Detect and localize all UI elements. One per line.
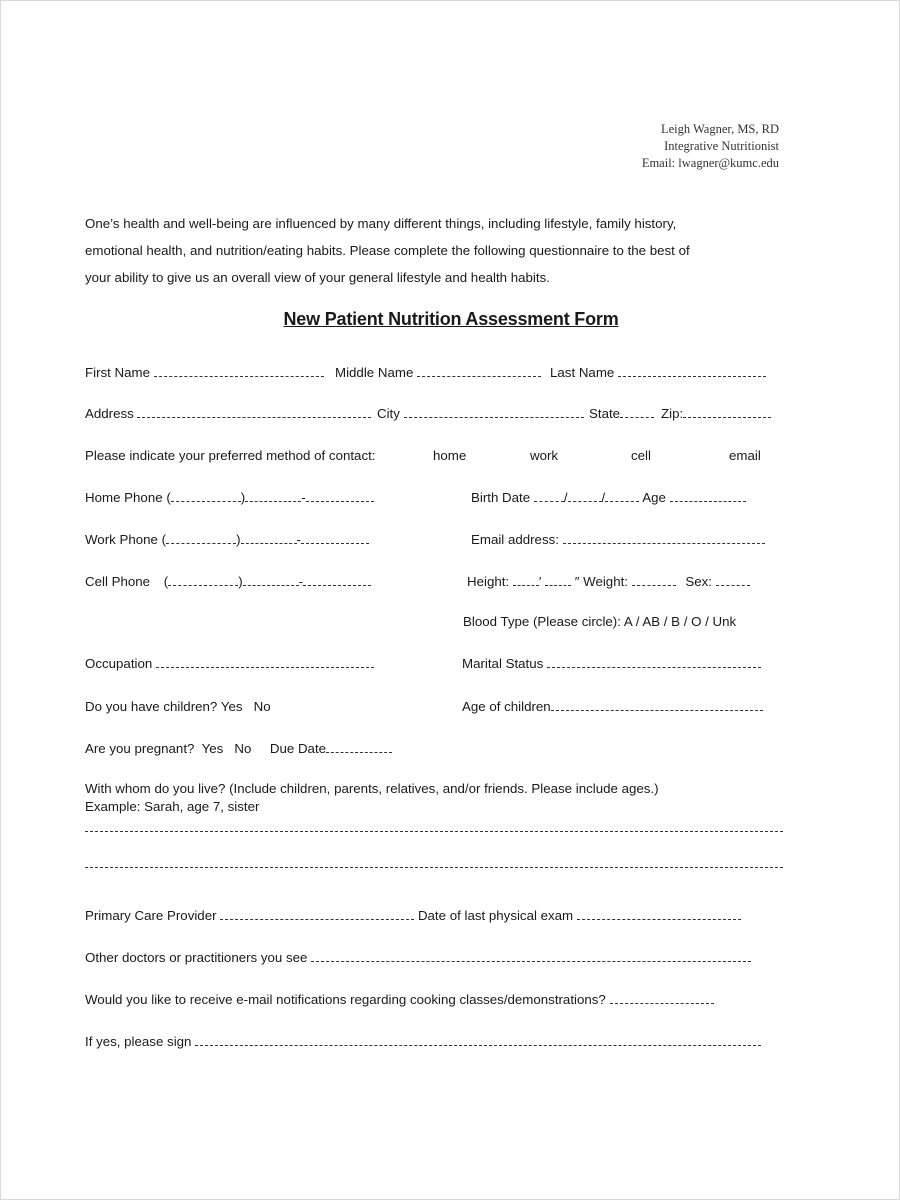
practitioner-role: Integrative Nutritionist bbox=[664, 139, 779, 153]
city-field[interactable] bbox=[404, 406, 584, 418]
age-field[interactable] bbox=[670, 490, 746, 502]
contact-method-label: Please indicate your preferred method of contact: bbox=[85, 448, 376, 463]
age-label: Age bbox=[642, 490, 666, 505]
middle-name-field[interactable] bbox=[417, 365, 541, 377]
last-name-label: Last Name bbox=[550, 365, 615, 380]
last-name-field[interactable] bbox=[618, 365, 766, 377]
live-with-row bbox=[85, 781, 785, 801]
other-doctors-field[interactable] bbox=[311, 950, 751, 962]
last-exam-field[interactable] bbox=[577, 908, 741, 920]
children-no-option[interactable]: No bbox=[253, 699, 271, 714]
pregnant-row bbox=[85, 741, 785, 761]
signature-field[interactable] bbox=[195, 1034, 761, 1046]
contact-option-work[interactable]: work bbox=[530, 448, 559, 463]
height-label: Height: bbox=[467, 574, 510, 589]
children-question: Do you have children? bbox=[85, 699, 218, 714]
weight-label: Weight: bbox=[583, 574, 628, 589]
state-field[interactable] bbox=[620, 406, 654, 418]
occupation-field[interactable] bbox=[156, 656, 374, 668]
birth-date-label: Birth Date bbox=[471, 490, 531, 505]
pregnant-question: Are you pregnant? bbox=[85, 741, 195, 756]
city-label: City bbox=[377, 406, 400, 421]
form-title: New Patient Nutrition Assessment Form bbox=[283, 309, 619, 329]
primary-care-row bbox=[85, 908, 785, 928]
email-notify-row bbox=[85, 992, 785, 1012]
email-notify-field[interactable] bbox=[610, 992, 714, 1004]
due-date-label: Due Date bbox=[269, 741, 327, 756]
intro-line: emotional health, and nutrition/eating habits. Please complete the following questionnaire to the best of bbox=[85, 243, 690, 258]
pregnant-yes-option[interactable]: Yes bbox=[201, 741, 224, 756]
occupation-row bbox=[85, 656, 785, 676]
home-phone-label: Home Phone bbox=[85, 490, 163, 505]
children-row bbox=[85, 699, 785, 719]
marital-status-label: Marital Status bbox=[462, 656, 544, 671]
contact-option-cell[interactable]: cell bbox=[631, 448, 651, 463]
home-phone-row bbox=[85, 490, 785, 510]
home-phone-field[interactable]: ( ) - bbox=[166, 490, 373, 505]
email-address-label: Email address: bbox=[471, 532, 559, 547]
cell-phone-row bbox=[85, 574, 785, 594]
work-phone-label: Work Phone bbox=[85, 532, 158, 547]
age-of-children-label: Age of children bbox=[462, 699, 551, 714]
contact-option-home[interactable]: home bbox=[433, 448, 467, 463]
other-doctors-row bbox=[85, 950, 785, 970]
first-name-field[interactable] bbox=[154, 365, 324, 377]
occupation-label: Occupation bbox=[85, 656, 153, 671]
signature-row bbox=[85, 1034, 785, 1054]
practitioner-header bbox=[642, 121, 779, 172]
address-field[interactable] bbox=[137, 406, 371, 418]
zip-label: Zip: bbox=[661, 406, 684, 421]
signature-label: If yes, please sign bbox=[85, 1034, 192, 1049]
last-exam-label: Date of last physical exam bbox=[417, 908, 574, 923]
pregnant-no-option[interactable]: No bbox=[234, 741, 252, 756]
practitioner-name: Leigh Wagner, MS, RD bbox=[660, 122, 779, 136]
intro-line: One’s health and well-being are influenced by many different things, including lifestyle, family history, bbox=[85, 216, 677, 231]
live-with-question: With whom do you live? (Include children, parents, relatives, and/or friends. Please include ages.) bbox=[85, 781, 659, 796]
email-notify-question: Would you like to receive e-mail notifications regarding cooking classes/demonstrations? bbox=[85, 992, 606, 1007]
cell-phone-field[interactable]: ( ) - bbox=[164, 574, 371, 589]
birth-date-field[interactable]: / / bbox=[534, 490, 639, 505]
contact-method-row bbox=[85, 448, 785, 468]
other-doctors-label: Other doctors or practitioners you see bbox=[85, 950, 308, 965]
sex-field[interactable] bbox=[716, 574, 750, 586]
due-date-field[interactable] bbox=[326, 741, 392, 753]
primary-care-field[interactable] bbox=[220, 908, 414, 920]
state-label: State bbox=[589, 406, 621, 421]
live-with-example: Example: Sarah, age 7, sister bbox=[85, 799, 260, 814]
live-with-answer-line-1[interactable] bbox=[85, 831, 783, 832]
intro-paragraph bbox=[85, 210, 805, 291]
weight-field[interactable] bbox=[632, 574, 676, 586]
zip-field[interactable] bbox=[683, 406, 771, 418]
live-with-example-row bbox=[85, 799, 785, 819]
children-yes-option[interactable]: Yes bbox=[220, 699, 243, 714]
middle-name-label: Middle Name bbox=[335, 365, 414, 380]
address-label: Address bbox=[85, 406, 134, 421]
practitioner-email: Email: lwagner@kumc.edu bbox=[641, 156, 779, 170]
address-row bbox=[85, 406, 785, 426]
intro-line: your ability to give us an overall view of your general lifestyle and health habits. bbox=[85, 270, 550, 285]
contact-option-email[interactable]: email bbox=[729, 448, 761, 463]
live-with-answer-line-2[interactable] bbox=[85, 867, 783, 868]
primary-care-label: Primary Care Provider bbox=[85, 908, 217, 923]
email-address-field[interactable] bbox=[563, 532, 765, 544]
sex-label: Sex: bbox=[685, 574, 712, 589]
cell-phone-label: Cell Phone bbox=[85, 574, 151, 589]
work-phone-row bbox=[85, 532, 785, 552]
name-row bbox=[85, 365, 785, 385]
work-phone-field[interactable]: ( ) - bbox=[162, 532, 369, 547]
blood-type-row bbox=[85, 614, 785, 634]
age-of-children-field[interactable] bbox=[551, 699, 763, 711]
height-field[interactable]: ′ ″ bbox=[513, 574, 580, 589]
first-name-label: First Name bbox=[85, 365, 151, 380]
blood-type-options[interactable]: Blood Type (Please circle): A / AB / B / O / Unk bbox=[463, 614, 737, 629]
marital-status-field[interactable] bbox=[547, 656, 761, 668]
